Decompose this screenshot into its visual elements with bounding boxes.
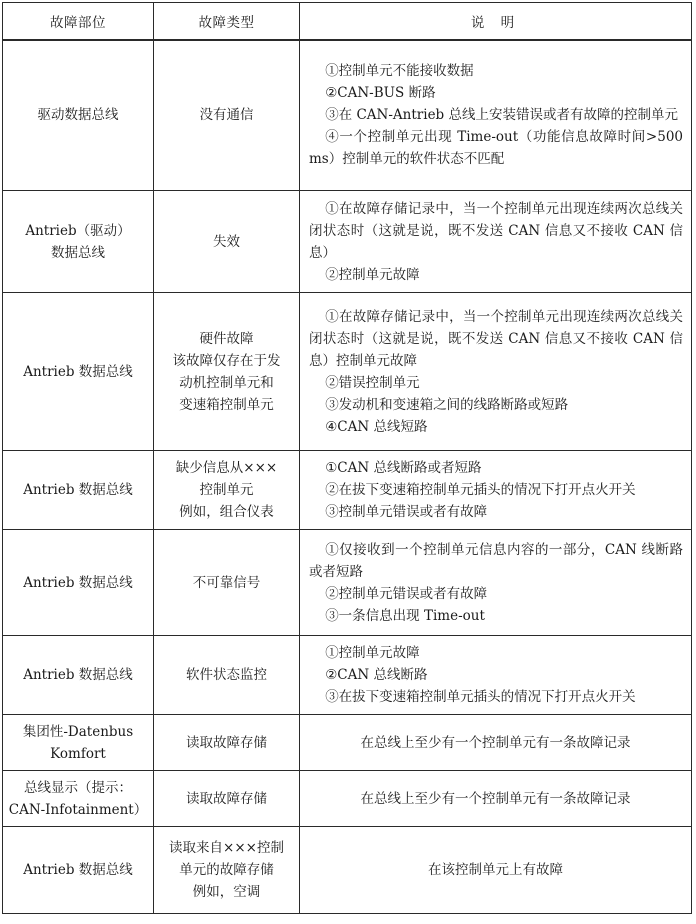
description-cell [300, 530, 692, 636]
header-fault-type: 故障类型 [154, 3, 300, 40]
description-item: ②在拔下变速箱控制单元插头的情况下打开点火开关 [325, 482, 636, 498]
fault-component-cell [3, 771, 154, 827]
description-item: ②CAN 总线断路 [325, 667, 428, 683]
fault-type-cell-line: 动机控制单元和 [179, 374, 274, 391]
fault-component-cell-line: 驱动数据总线 [37, 107, 119, 124]
fault-type-cell-line: 该故障仅存在于发 [172, 352, 281, 369]
description-item: ②错误控制单元 [325, 374, 420, 391]
fault-component-cell [3, 636, 154, 715]
description-item: ④CAN 总线短路 [325, 418, 428, 435]
table-body [3, 40, 692, 914]
description-item: 在总线上至少有一个控制单元有一条故障记录 [360, 790, 631, 807]
description-item: ③在 CAN-Antrieb 总线上安装错误或者有故障的控制单元 [325, 107, 678, 124]
fault-component-cell-line: 总线显示（提示： [24, 779, 132, 796]
description-cell [300, 40, 692, 191]
description-cell [300, 827, 692, 914]
fault-type-cell-line: 读取来自×××控制 [169, 840, 284, 856]
header-description: 说 明 [300, 3, 692, 40]
table-row [3, 40, 692, 191]
fault-type-cell-line: 不可靠信号 [192, 574, 261, 591]
description-cell [300, 451, 692, 530]
fault-component-cell-line: Antrieb 数据总线 [23, 363, 133, 380]
fault-component-cell [3, 715, 154, 771]
table-row [3, 530, 692, 636]
fault-type-cell-line: 软件状态监控 [186, 667, 267, 683]
table-row [3, 191, 692, 293]
description-item: ④一个控制单元出现 Time-out（功能信息故障时间>500 ms）控制单元的软件状态不匹配 [309, 129, 683, 168]
description-cell [300, 771, 692, 827]
fault-type-cell-line: 例如，组合仪表 [179, 504, 274, 520]
fault-type-cell-line: 失效 [213, 233, 240, 250]
fault-component-cell-line: Antrieb（驱动） [25, 222, 131, 239]
description-item: ①控制单元故障 [325, 645, 420, 661]
fault-type-cell-line: 单元的故障存储 [179, 862, 274, 878]
fault-component-cell [3, 530, 154, 636]
table-row [3, 636, 692, 715]
description-item: ①仅接收到一个控制单元信息内容的一部分，CAN 线断路或者短路 [309, 541, 683, 580]
fault-type-cell-line: 缺少信息从××× [175, 460, 278, 476]
fault-component-cell-line: 数据总线 [51, 244, 105, 261]
fault-component-cell [3, 293, 154, 451]
fault-type-cell [154, 827, 300, 914]
fault-component-cell-line: Antrieb 数据总线 [23, 574, 133, 591]
header-fault-component: 故障部位 [3, 3, 154, 40]
description-item: 在该控制单元上有故障 [428, 862, 563, 878]
header-row [3, 3, 692, 40]
fault-component-cell-line: Antrieb 数据总线 [23, 482, 133, 498]
fault-component-cell-line: Antrieb 数据总线 [23, 862, 133, 878]
fault-component-cell [3, 827, 154, 914]
description-item: ①在故障存储记录中，当一个控制单元出现连续两次总线关闭状态时（这就是说，既不发送 CAN 信息又不接收 CAN 信息）控制单元故障 [309, 308, 683, 369]
fault-type-cell [154, 715, 300, 771]
description-item: ③在拔下变速箱控制单元插头的情况下打开点火开关 [325, 689, 636, 705]
description-item: 在总线上至少有一个控制单元有一条故障记录 [360, 734, 631, 751]
description-cell [300, 636, 692, 715]
table-row [3, 771, 692, 827]
fault-type-cell-line: 读取故障存储 [186, 790, 267, 807]
description-item: ③控制单元错误或者有故障 [325, 504, 488, 520]
table-header [3, 3, 692, 40]
table-row [3, 715, 692, 771]
fault-type-cell [154, 191, 300, 293]
description-item: ①控制单元不能接收数据 [325, 63, 474, 80]
table-row [3, 293, 692, 451]
description-item: ①在故障存储记录中，当一个控制单元出现连续两次总线关闭状态时（这就是说，既不发送 CAN 信息又不接收 CAN 信息） [309, 200, 683, 261]
fault-component-cell-line: CAN-Infotainment） [8, 801, 148, 818]
fault-diagnosis-table [2, 2, 692, 914]
description-item: ②CAN-BUS 断路 [325, 85, 436, 102]
fault-type-cell [154, 771, 300, 827]
fault-type-cell-line: 没有通信 [199, 107, 254, 124]
fault-type-cell [154, 530, 300, 636]
fault-type-cell [154, 636, 300, 715]
fault-component-cell [3, 40, 154, 191]
description-item: ③一条信息出现 Time-out [325, 607, 485, 624]
description-item: ①CAN 总线断路或者短路 [325, 460, 482, 476]
fault-type-cell [154, 40, 300, 191]
fault-component-cell [3, 451, 154, 530]
fault-component-cell-line: 集团性-Datenbus [22, 723, 134, 740]
fault-component-cell-line: Antrieb 数据总线 [23, 667, 133, 683]
table-row [3, 451, 692, 530]
fault-component-cell [3, 191, 154, 293]
fault-type-cell-line: 变速箱控制单元 [179, 396, 274, 413]
description-item: ③发动机和变速箱之间的线路断路或短路 [325, 396, 569, 413]
description-item: ②控制单元错误或者有故障 [325, 585, 488, 602]
description-cell [300, 191, 692, 293]
fault-type-cell-line: 读取故障存储 [186, 734, 267, 751]
fault-type-cell-line: 例如，空调 [192, 884, 261, 900]
fault-type-cell-line: 控制单元 [199, 482, 254, 498]
description-item: ②控制单元故障 [325, 266, 420, 283]
fault-type-cell-line: 硬件故障 [199, 330, 254, 347]
description-cell [300, 715, 692, 771]
table-row [3, 827, 692, 914]
fault-component-cell-line: Komfort [50, 745, 106, 762]
fault-type-cell [154, 451, 300, 530]
description-cell [300, 293, 692, 451]
fault-type-cell [154, 293, 300, 451]
